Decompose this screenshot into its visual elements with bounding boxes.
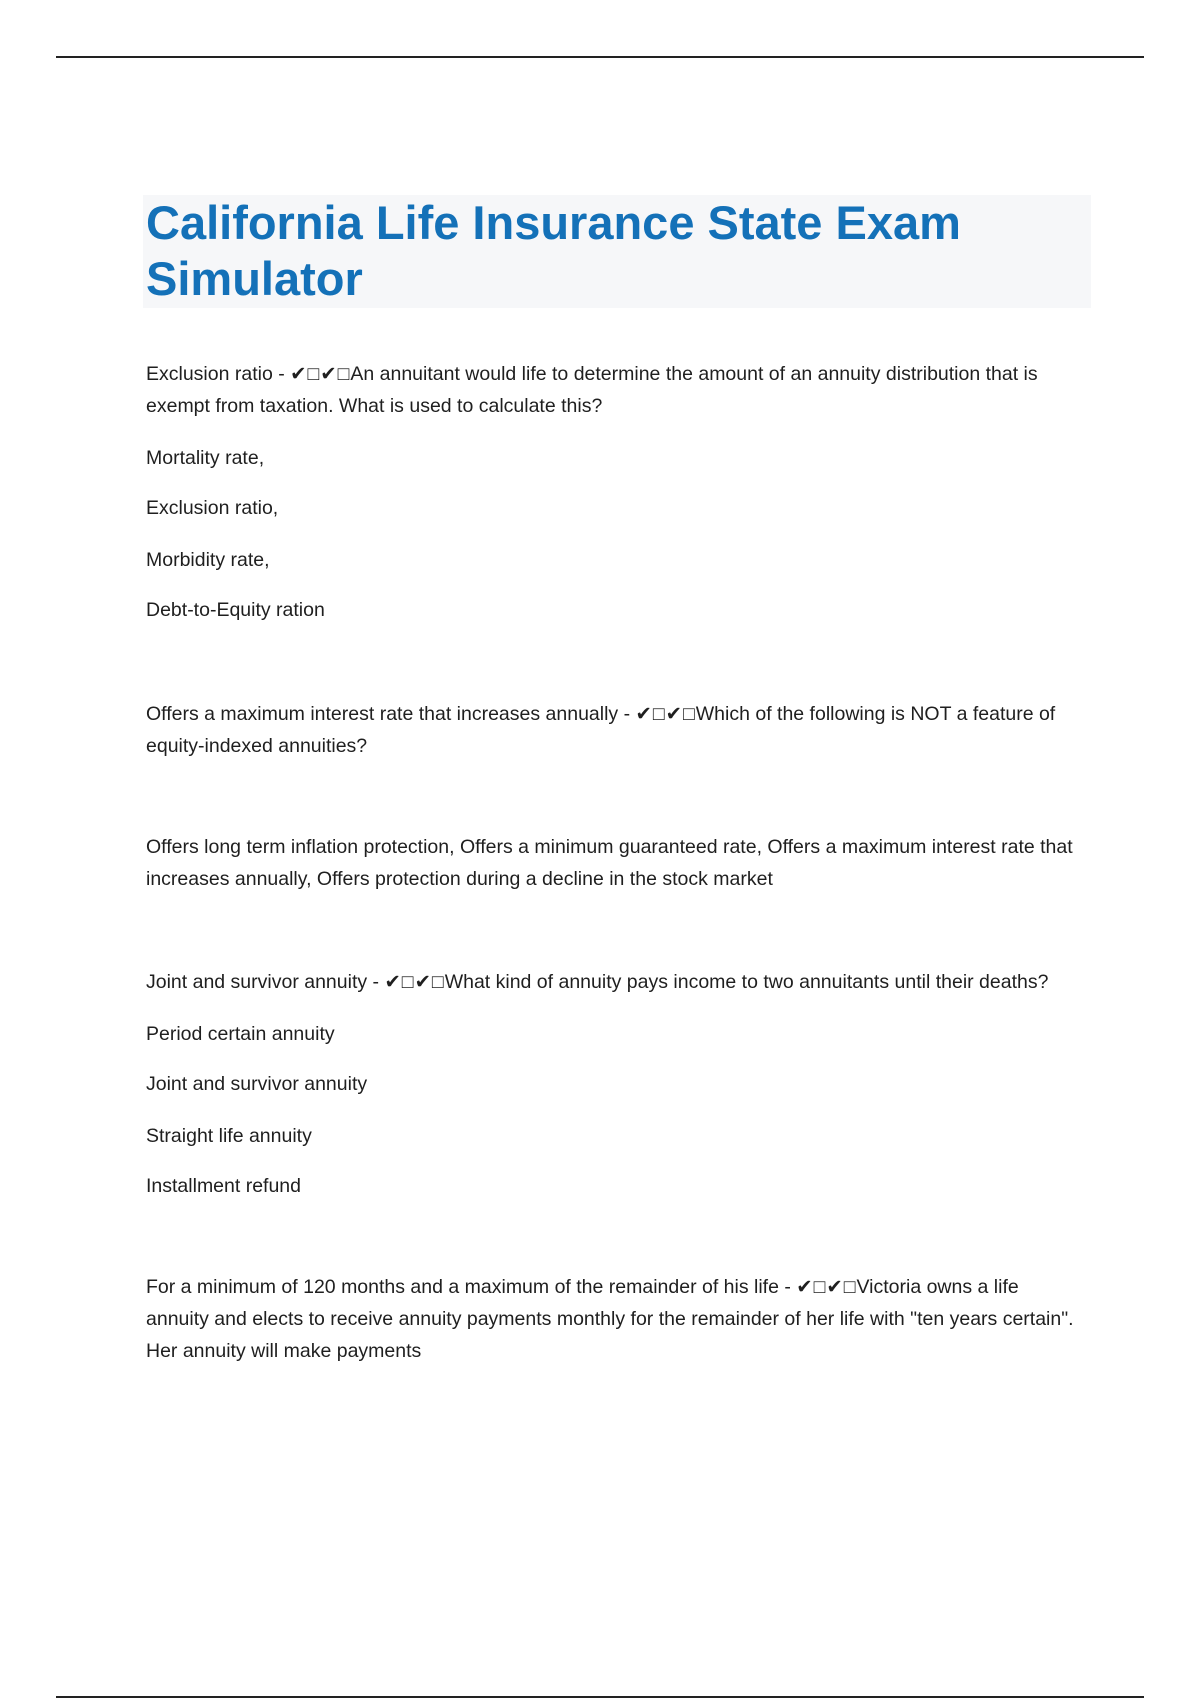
question-2	[146, 698, 1086, 762]
check-marker-icon: ✔□✔□	[290, 363, 351, 385]
question-3-option: Period certain annuity	[146, 1023, 335, 1045]
question-1-answer: Exclusion ratio -	[146, 363, 291, 385]
question-1-text: An annuitant would life to determine the amount of an annuity distribution that is exempt from taxation. What is used to calculate this?	[146, 363, 1038, 417]
question-2-text: Which of the following is NOT a feature of equity-indexed annuities?	[146, 703, 1056, 757]
header-rule	[56, 56, 1144, 58]
question-4-text: Victoria owns a life annuity and elects to receive annuity payments monthly for the remainder of her life with "ten years certain". Her annuity will make payments	[146, 1276, 1074, 1362]
question-4-answer: For a minimum of 120 months and a maximum of the remainder of his life -	[146, 1276, 797, 1298]
question-3-text: What kind of annuity pays income to two annuitants until their deaths?	[444, 971, 1049, 993]
question-1	[146, 358, 1086, 422]
document-content	[146, 358, 1086, 1367]
check-marker-icon: ✔□✔□	[635, 703, 696, 725]
question-3-answer: Joint and survivor annuity -	[146, 971, 385, 993]
question-3-option: Straight life annuity	[146, 1125, 312, 1147]
footer-rule	[56, 1696, 1144, 1698]
question-4	[146, 1271, 1086, 1367]
check-marker-icon: ✔□✔□	[384, 971, 445, 993]
check-marker-icon: ✔□✔□	[796, 1276, 857, 1298]
question-1-option: Debt-to-Equity ration	[146, 599, 325, 621]
question-3-option: Installment refund	[146, 1175, 302, 1197]
title-block	[143, 195, 1091, 308]
question-1-option: Exclusion ratio,	[146, 497, 279, 519]
question-1-option: Morbidity rate,	[146, 549, 270, 571]
question-1-option: Mortality rate,	[146, 447, 265, 469]
question-3-option: Joint and survivor annuity	[146, 1073, 368, 1095]
question-2-options: Offers long term inflation protection, Offers a minimum guaranteed rate, Offers a maximum interest rate that increases annually, Offers protection during a decline in the stock market	[146, 836, 1073, 890]
document-title: California Life Insurance State Exam Simulator	[146, 196, 961, 305]
question-2-answer: Offers a maximum interest rate that increases annually -	[146, 703, 636, 725]
question-3	[146, 966, 1086, 998]
